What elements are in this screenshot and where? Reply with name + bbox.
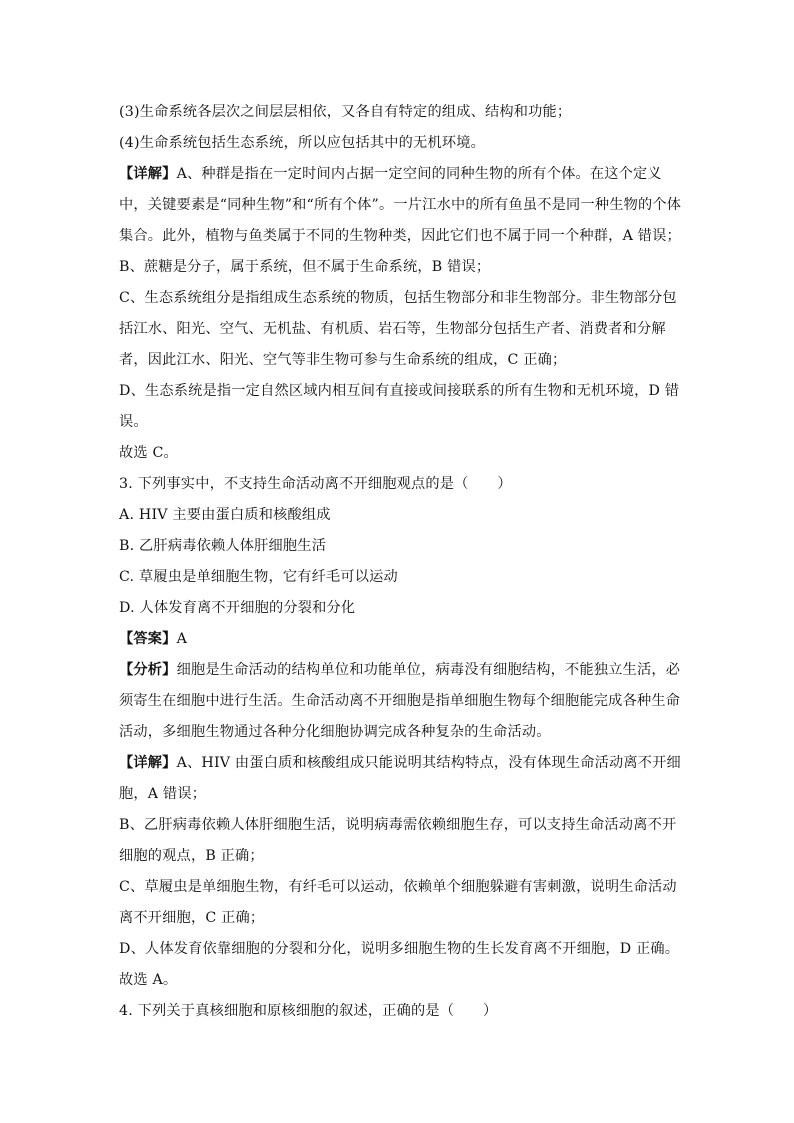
option-b: B. 乙肝病毒依赖人体肝细胞生活 (119, 538, 327, 554)
text-line: B、乙肝病毒依赖人体肝细胞生活，说明病毒需依赖细胞生存，可以支持生命活动离不开 (119, 817, 677, 833)
text-line: 故选 C。 (119, 445, 178, 461)
text-line-body: A、种群是指在一定时间内占据一定空间的同种生物的所有个体。在这个定义 (176, 166, 662, 182)
answer-line (119, 629, 187, 649)
text-line: 细胞的观点，B 正确； (119, 848, 264, 864)
question-3: 3. 下列事实中，不支持生命活动离不开细胞观点的是（ ） (119, 476, 512, 492)
analysis-label: 【分析】 (119, 662, 177, 678)
text-line: 活动，多细胞生物通过各种分化细胞协调完成各种复杂的生命活动。 (119, 724, 551, 740)
text-line: 故选 A。 (119, 972, 178, 988)
text-line: D、人体发育依靠细胞的分裂和分化，说明多细胞生物的生长发育离不开细胞，D 正确。 (119, 941, 680, 957)
option-d: D. 人体发育离不开细胞的分裂和分化 (119, 600, 356, 616)
detail-label: 【详解】 (119, 755, 177, 771)
text-line: 须寄生在细胞中进行生活。生命活动离不开细胞是指单细胞生物每个细胞能完成各种生命 (119, 693, 681, 709)
analysis-line (119, 660, 680, 680)
text-line: D、生态系统是指一定自然区域内相互间有直接或间接联系的所有生物和无机环境，D 错 (119, 383, 680, 399)
text-line: (4)生命系统包括生态系统，所以应包括其中的无机环境。 (119, 135, 485, 151)
text-line: 胞，A 错误； (119, 786, 207, 802)
text-line: 误。 (119, 414, 148, 430)
option-a: A. HIV 主要由蛋白质和核酸组成 (119, 507, 331, 523)
text-line: 集合。此外，植物与鱼类属于不同的生物种类，因此它们也不属于同一个种群，A 错误； (119, 228, 681, 244)
text-line: B、蔗糖是分子，属于系统，但不属于生命系统，B 错误； (119, 259, 491, 275)
text-line: C、草履虫是单细胞生物，有纤毛可以运动，依赖单个细胞躲避有害刺激，说明生命活动 (119, 879, 677, 895)
text-line: (3)生命系统各层次之间层层相依，又各自有特定的组成、结构和功能； (119, 104, 572, 120)
answer-label: 【答案】 (119, 631, 177, 647)
text-line: 者，因此江水、阳光、空气等非生物可参与生命系统的组成，C 正确； (119, 352, 567, 368)
question-4: 4. 下列关于真核细胞和原核细胞的叙述，正确的是（ ） (119, 1003, 498, 1019)
option-c: C. 草履虫是单细胞生物，它有纤毛可以运动 (119, 569, 398, 585)
text-line-body: A、HIV 由蛋白质和核酸组成只能说明其结构特点，没有体现生命活动离不开细 (176, 755, 681, 771)
text-line: 中，关键要素是“同种生物”和“所有个体”。一片江水中的所有鱼虽不是同一种生物的个体 (119, 197, 682, 213)
text-line (119, 164, 662, 184)
detail-line (119, 753, 681, 773)
text-line: C、生态系统组分是指组成生态系统的物质，包括生物部分和非生物部分。非生物部分包 (119, 290, 677, 306)
text-line-body: 细胞是生命活动的结构单位和功能单位，病毒没有细胞结构，不能独立生活，必 (176, 662, 681, 678)
detail-label: 【详解】 (119, 166, 177, 182)
answer-value: A (176, 631, 188, 647)
text-line: 括江水、阳光、空气、无机盐、有机质、岩石等，生物部分包括生产者、消费者和分解 (119, 321, 666, 337)
text-line: 离不开细胞，C 正确； (119, 910, 265, 926)
